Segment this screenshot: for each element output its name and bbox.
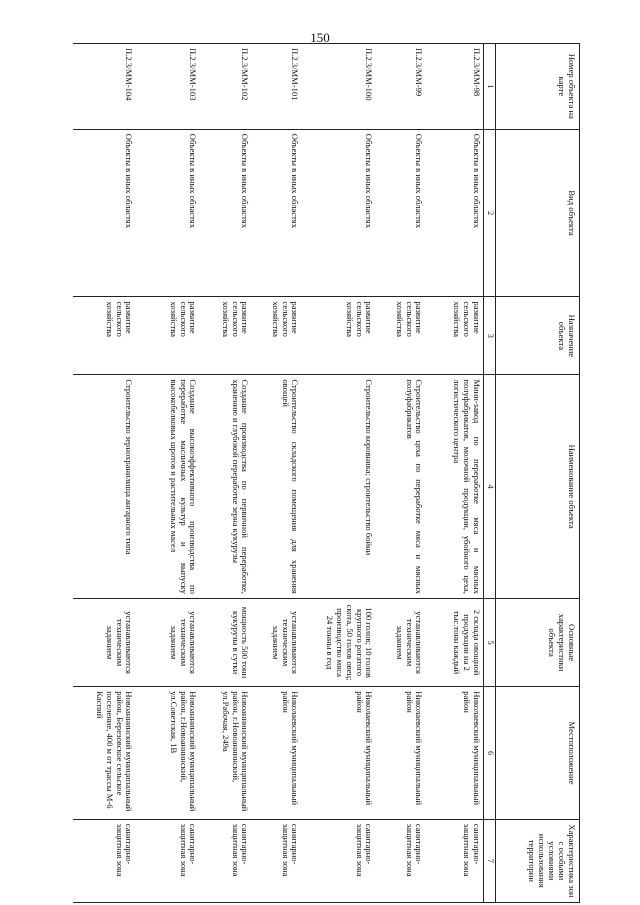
table-row [426,44,484,903]
object-purpose: развитие сельского хозяйства [302,297,376,375]
object-characteristics: устанавливаются техническим заданием [376,598,426,686]
header-row [496,44,580,903]
object-purpose: развитие сельского хозяйства [200,297,252,375]
header-object-kind: Вид объекта [496,129,580,297]
object-kind: Объекты в иных областях [74,129,136,297]
page-number: 150 [310,30,330,45]
table-row [74,44,136,903]
object-name: Создание производства по первичной переработке, хранению и глубокой переработке зерна кукурузы [200,375,252,599]
column-number: 3 [484,297,496,375]
object-characteristics: устанавливаются техническим заданием [136,598,200,686]
column-number-row [484,44,496,903]
header-object-number: Номер объекта на карте [496,44,580,130]
object-characteristics: мощность 500 тонн кукурузы в сутки [200,598,252,686]
object-name: Создание высокоэффективного производства по переработке масличных культур и выпуску высокобелковых шротов и растительных масел [136,375,200,599]
object-location: Новоаннинский муниципальный район, Березовское сельское поселение, 400 м от трассы М-6 Каспий [74,687,136,820]
objects-table [74,43,581,903]
object-kind: Объекты в иных областях [252,129,302,297]
object-name: Мини-завод по переработке мяса и мясных полуфабрикатов, молочной продукции, убойного цеха, логистического центра [426,375,484,599]
zone-characteristics: санитарно-защитная зона [426,819,484,902]
object-purpose: развитие сельского хозяйства [252,297,302,375]
object-number: П.2.3/ММ-100 [302,44,376,130]
object-characteristics: 100 голов; 10 голов крупного рогатого скота, 50 голов овец; производство мяса 24 тонны в год [302,598,376,686]
header-object-name: Наименование объекта [496,375,580,599]
object-name: Строительство цеха по переработке мяса и мясных полуфабрикатов [376,375,426,599]
object-kind: Объекты в иных областях [426,129,484,297]
table-row [302,44,376,903]
object-kind: Объекты в иных областях [136,129,200,297]
object-number: П.2.3/ММ-98 [426,44,484,130]
header-object-purpose: Назначение объекта [496,297,580,375]
column-number: 5 [484,598,496,686]
column-number: 7 [484,819,496,902]
zone-characteristics: санитарно-защитная зона [302,819,376,902]
object-location: Николаевский муниципальный район [426,687,484,820]
zone-characteristics: санитарно-защитная зона [136,819,200,902]
object-number: П.2.3/ММ-103 [136,44,200,130]
object-characteristics: устанавливаются техническим заданием [252,598,302,686]
object-location: Николаевский муниципальный район [252,687,302,820]
object-location: Николаевский муниципальный район [376,687,426,820]
zone-characteristics: санитарно-защитная зона [376,819,426,902]
object-characteristics: 2 склада овощной продукции на 2 тыс.тонн каждый [426,598,484,686]
column-number: 2 [484,129,496,297]
table-row [252,44,302,903]
rotated-table-container [60,43,580,903]
object-characteristics: устанавливаются техническим заданием [74,598,136,686]
object-number: П.2.3/ММ-102 [200,44,252,130]
column-number: 6 [484,687,496,820]
table-row [376,44,426,903]
header-location: Местоположение [496,687,580,820]
object-kind: Объекты в иных областях [200,129,252,297]
object-purpose: развитие сельского хозяйства [376,297,426,375]
column-number: 1 [484,44,496,130]
zone-characteristics: санитарно-защитная зона [200,819,252,902]
object-kind: Объекты в иных областях [302,129,376,297]
object-name: Строительство зернохранилища ангарного типа [74,375,136,599]
object-location: Новоаннинский муниципальный район, г.Новоаннинский, ул.Советская, 1В [136,687,200,820]
object-purpose: развитие сельского хозяйства [426,297,484,375]
zone-characteristics: санитарно-защитная зона [74,819,136,902]
object-name: Строительство складского помещения для хранения овощей [252,375,302,599]
table-row [136,44,200,903]
object-name: Строительство коровника; строительство бойни [302,375,376,599]
header-object-characteristics: Основные характеристики объекта [496,598,580,686]
object-number: П.2.3/ММ-104 [74,44,136,130]
zone-characteristics: санитарно-защитная зона [252,819,302,902]
object-number: П.2.3/ММ-101 [252,44,302,130]
object-purpose: развитие сельского хозяйства [136,297,200,375]
object-location: Николаевский муниципальный район [302,687,376,820]
table-row [200,44,252,903]
header-zone-characteristics: Характеристика зон с особыми условиями использования территории [496,819,580,902]
object-kind: Объекты в иных областях [376,129,426,297]
object-number: П.2.3/ММ-99 [376,44,426,130]
column-number: 4 [484,375,496,599]
object-purpose: развитие сельского хозяйства [74,297,136,375]
object-location: Новоаннинский муниципальный район, г.Новоаннинский, ул.Рабочая, 249а [200,687,252,820]
